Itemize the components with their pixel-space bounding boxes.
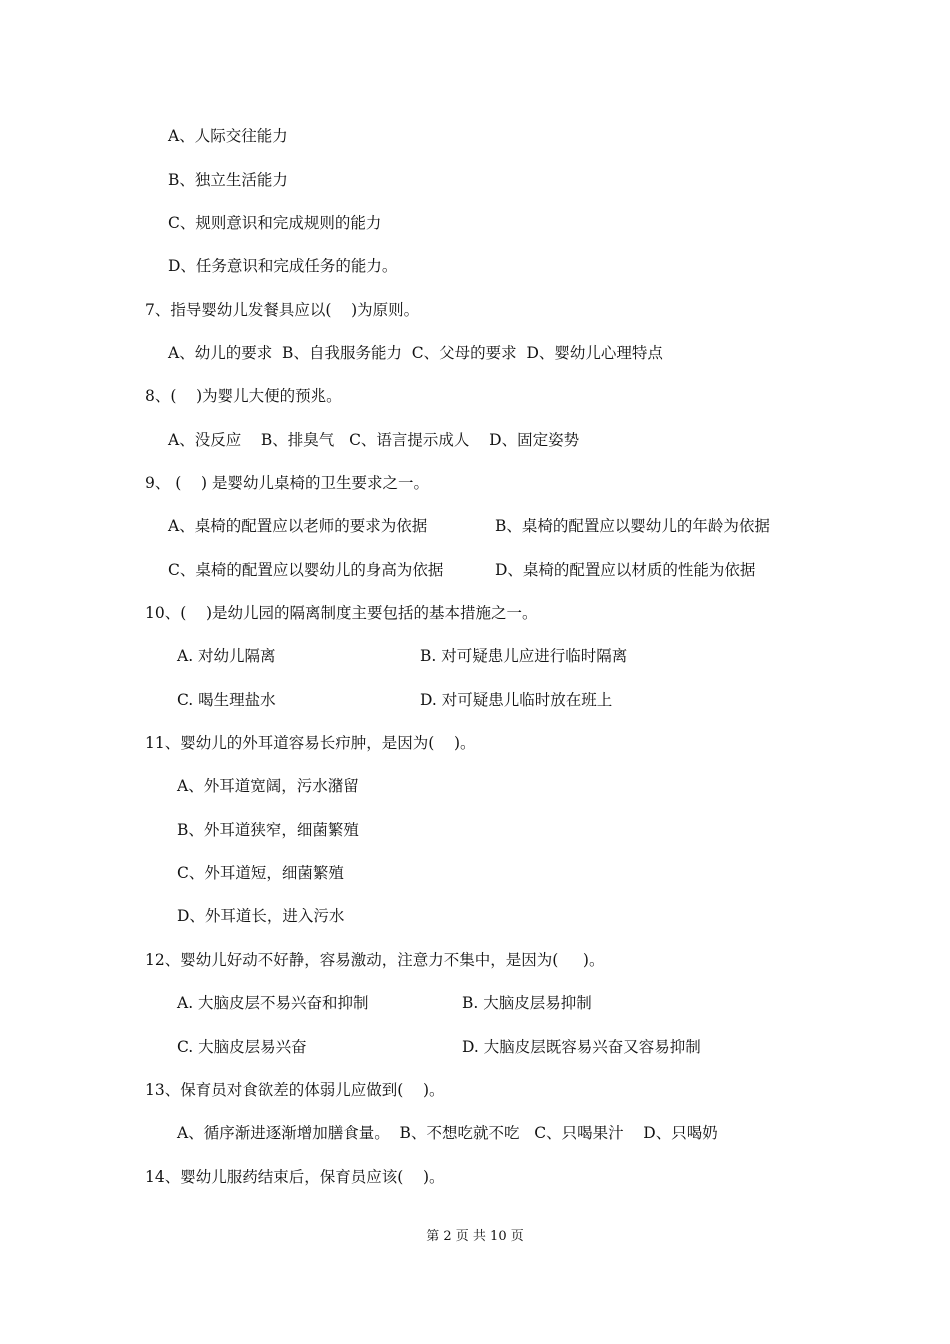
option-10a: A. 对幼儿隔离 [177, 647, 276, 665]
question-13: 13、保育员对食欲差的体弱儿应做到( )。 [145, 1081, 445, 1099]
page-footer: 第 2 页 共 10 页 [426, 1229, 524, 1244]
question-8: 8、( )为婴儿大便的预兆。 [145, 387, 342, 405]
option-11a: A、外耳道宽阔，污水潴留 [177, 777, 359, 795]
option-12c: C. 大脑皮层易兴奋 [177, 1038, 307, 1056]
question-7: 7、指导婴幼儿发餐具应以( )为原则。 [145, 301, 420, 319]
question-14: 14、婴幼儿服药结束后，保育员应该( )。 [145, 1168, 445, 1186]
option-9d: D、桌椅的配置应以材质的性能为依据 [495, 561, 756, 579]
options-13: A、循序渐进逐渐增加膳食量。 B、不想吃就不吃 C、只喝果汁 D、只喝奶 [177, 1124, 718, 1142]
option-10b: B. 对可疑患儿应进行临时隔离 [420, 647, 628, 665]
option-11d: D、外耳道长，进入污水 [177, 907, 345, 925]
question-9: 9、 ( ) 是婴幼儿桌椅的卫生要求之一。 [145, 474, 430, 492]
option-12b: B. 大脑皮层易抑制 [462, 994, 592, 1012]
option-9a: A、桌椅的配置应以老师的要求为依据 [168, 517, 428, 535]
option-6b: B、独立生活能力 [168, 171, 288, 189]
option-9c: C、桌椅的配置应以婴幼儿的身高为依据 [168, 561, 444, 579]
options-8: A、没反应 B、排臭气 C、语言提示成人 D、固定姿势 [168, 431, 580, 449]
option-12a: A. 大脑皮层不易兴奋和抑制 [177, 994, 369, 1012]
question-11: 11、婴幼儿的外耳道容易长疖肿，是因为( )。 [145, 734, 476, 752]
option-10d: D. 对可疑患儿临时放在班上 [420, 691, 613, 709]
option-10c: C. 喝生理盐水 [177, 691, 276, 709]
option-6a: A、人际交往能力 [168, 127, 288, 145]
option-6d: D、任务意识和完成任务的能力。 [168, 257, 398, 275]
question-12: 12、婴幼儿好动不好静，容易激动，注意力不集中，是因为( )。 [145, 951, 605, 969]
question-10: 10、( )是幼儿园的隔离制度主要包括的基本措施之一。 [145, 604, 538, 622]
option-11b: B、外耳道狭窄，细菌繁殖 [177, 821, 359, 839]
options-7: A、幼儿的要求 B、自我服务能力 C、父母的要求 D、婴幼儿心理特点 [168, 344, 663, 362]
option-9b: B、桌椅的配置应以婴幼儿的年龄为依据 [495, 517, 770, 535]
option-12d: D. 大脑皮层既容易兴奋又容易抑制 [462, 1038, 701, 1056]
option-11c: C、外耳道短，细菌繁殖 [177, 864, 344, 882]
option-6c: C、规则意识和完成规则的能力 [168, 214, 382, 232]
